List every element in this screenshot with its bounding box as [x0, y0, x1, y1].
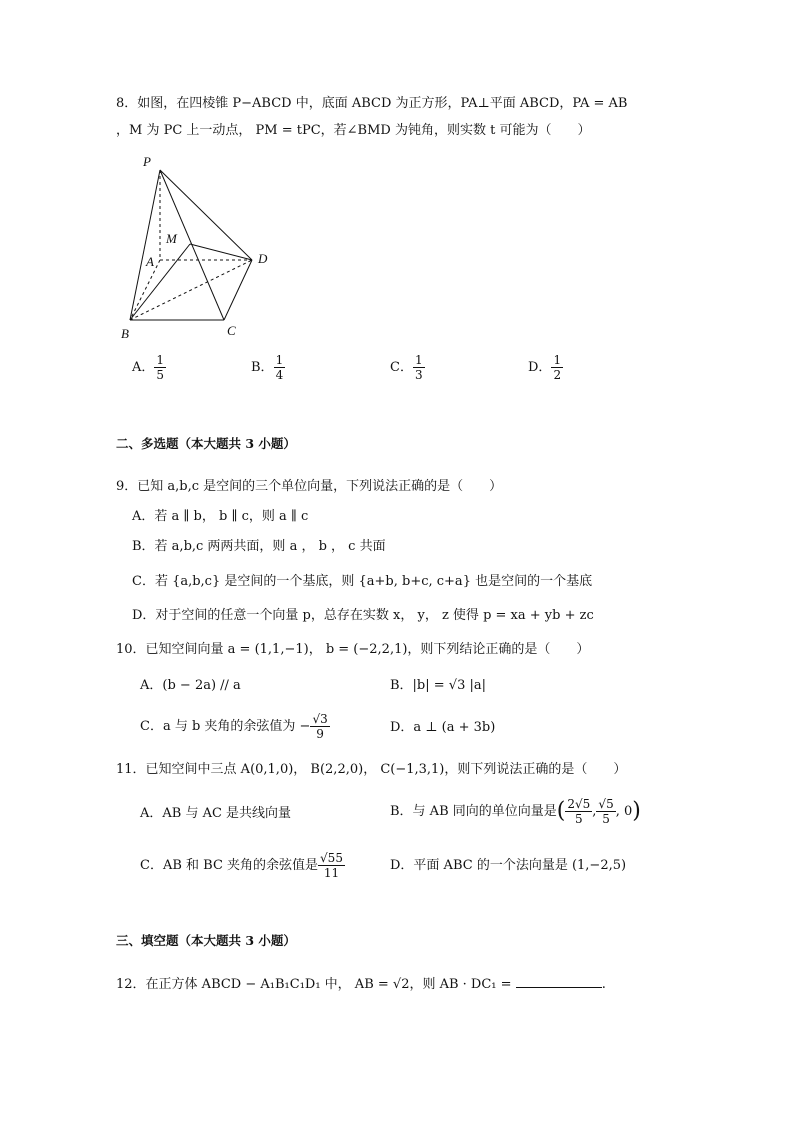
section-heading-multiple-choice: 二、多选题（本大题共 3 小题） [116, 436, 296, 451]
q8-stem-line2: ，M 为 PC 上一动点， PM = tPC，若∠BMD 为钝角，则实数 t 可能为（ ） [116, 123, 591, 138]
q10-option-c[interactable]: C．a 与 b 夹角的余弦值为 − $\frac{√3}{9}$ [140, 712, 328, 741]
vertex-label-d: D [258, 251, 268, 266]
q11-option-b[interactable]: B．与 AB 同向的单位向量是( $\frac{2√5}{5}$ , $\frac{√5}{5}$ , 0) [390, 797, 641, 826]
q9-stem: 9．已知 a,b,c 是空间的三个单位向量，下列说法正确的是（ ） [116, 479, 503, 494]
q9-option-c[interactable]: C．若 {a,b,c} 是空间的一个基底，则 {a+b, b+c, c+a} 也是空间的一个基底 [132, 574, 593, 589]
q11-option-d[interactable]: D．平面 ABC 的一个法向量是 (1,−2,5) [390, 858, 627, 873]
q8-option-d[interactable]: D． $\frac{1}{2}$ [528, 353, 562, 382]
q10-option-d[interactable]: D．a ⊥ (a + 3b) [390, 720, 496, 735]
q8-option-c[interactable]: C． $\frac{1}{3}$ [390, 353, 423, 382]
pyramid-figure [110, 150, 280, 345]
vertex-label-m: M [166, 231, 177, 246]
q10-option-a[interactable]: A．(b − 2a) // a [140, 678, 241, 693]
q8-option-a[interactable]: A． $\frac{1}{5}$ [132, 353, 165, 382]
section-heading-fill-in: 三、填空题（本大题共 3 小题） [116, 933, 296, 948]
q12-stem: 12．在正方体 ABCD − A₁B₁C₁D₁ 中， AB = √2，则 AB · DC₁ = . [116, 977, 606, 992]
vertex-label-c: C [227, 323, 236, 338]
q9-option-d[interactable]: D．对于空间的任意一个向量 p，总存在实数 x， y， z 使得 p = xa + yb + zc [132, 608, 594, 623]
vertex-label-b: B [121, 326, 129, 341]
q10-stem: 10．已知空间向量 a = (1,1,−1)， b = (−2,2,1)，则下列结论正确的是（ ） [116, 642, 590, 657]
q11-stem: 11．已知空间中三点 A(0,1,0)， B(2,2,0)， C(−1,3,1)，则下列说法正确的是（ ） [116, 762, 627, 777]
q9-option-a[interactable]: A．若 a ∥ b， b ∥ c，则 a ∥ c [132, 509, 309, 524]
q11-option-a[interactable]: A．AB 与 AC 是共线向量 [140, 806, 292, 821]
q8-stem-line1: 8．如图，在四棱锥 P−ABCD 中，底面 ABCD 为正方形，PA⊥平面 ABCD，PA = AB [116, 96, 628, 111]
q8-option-b[interactable]: B． $\frac{1}{4}$ [251, 353, 284, 382]
vertex-label-a: A [146, 254, 154, 269]
q12-answer-blank[interactable] [516, 975, 602, 988]
q10-option-b[interactable]: B．|b| = √3 |a| [390, 678, 486, 693]
vertex-label-p: P [143, 154, 151, 169]
q11-option-c[interactable]: C．AB 和 BC 夹角的余弦值是 $\frac{√55}{11}$ [140, 851, 343, 880]
q9-option-b[interactable]: B．若 a,b,c 两两共面，则 a ， b ， c 共面 [132, 539, 386, 554]
